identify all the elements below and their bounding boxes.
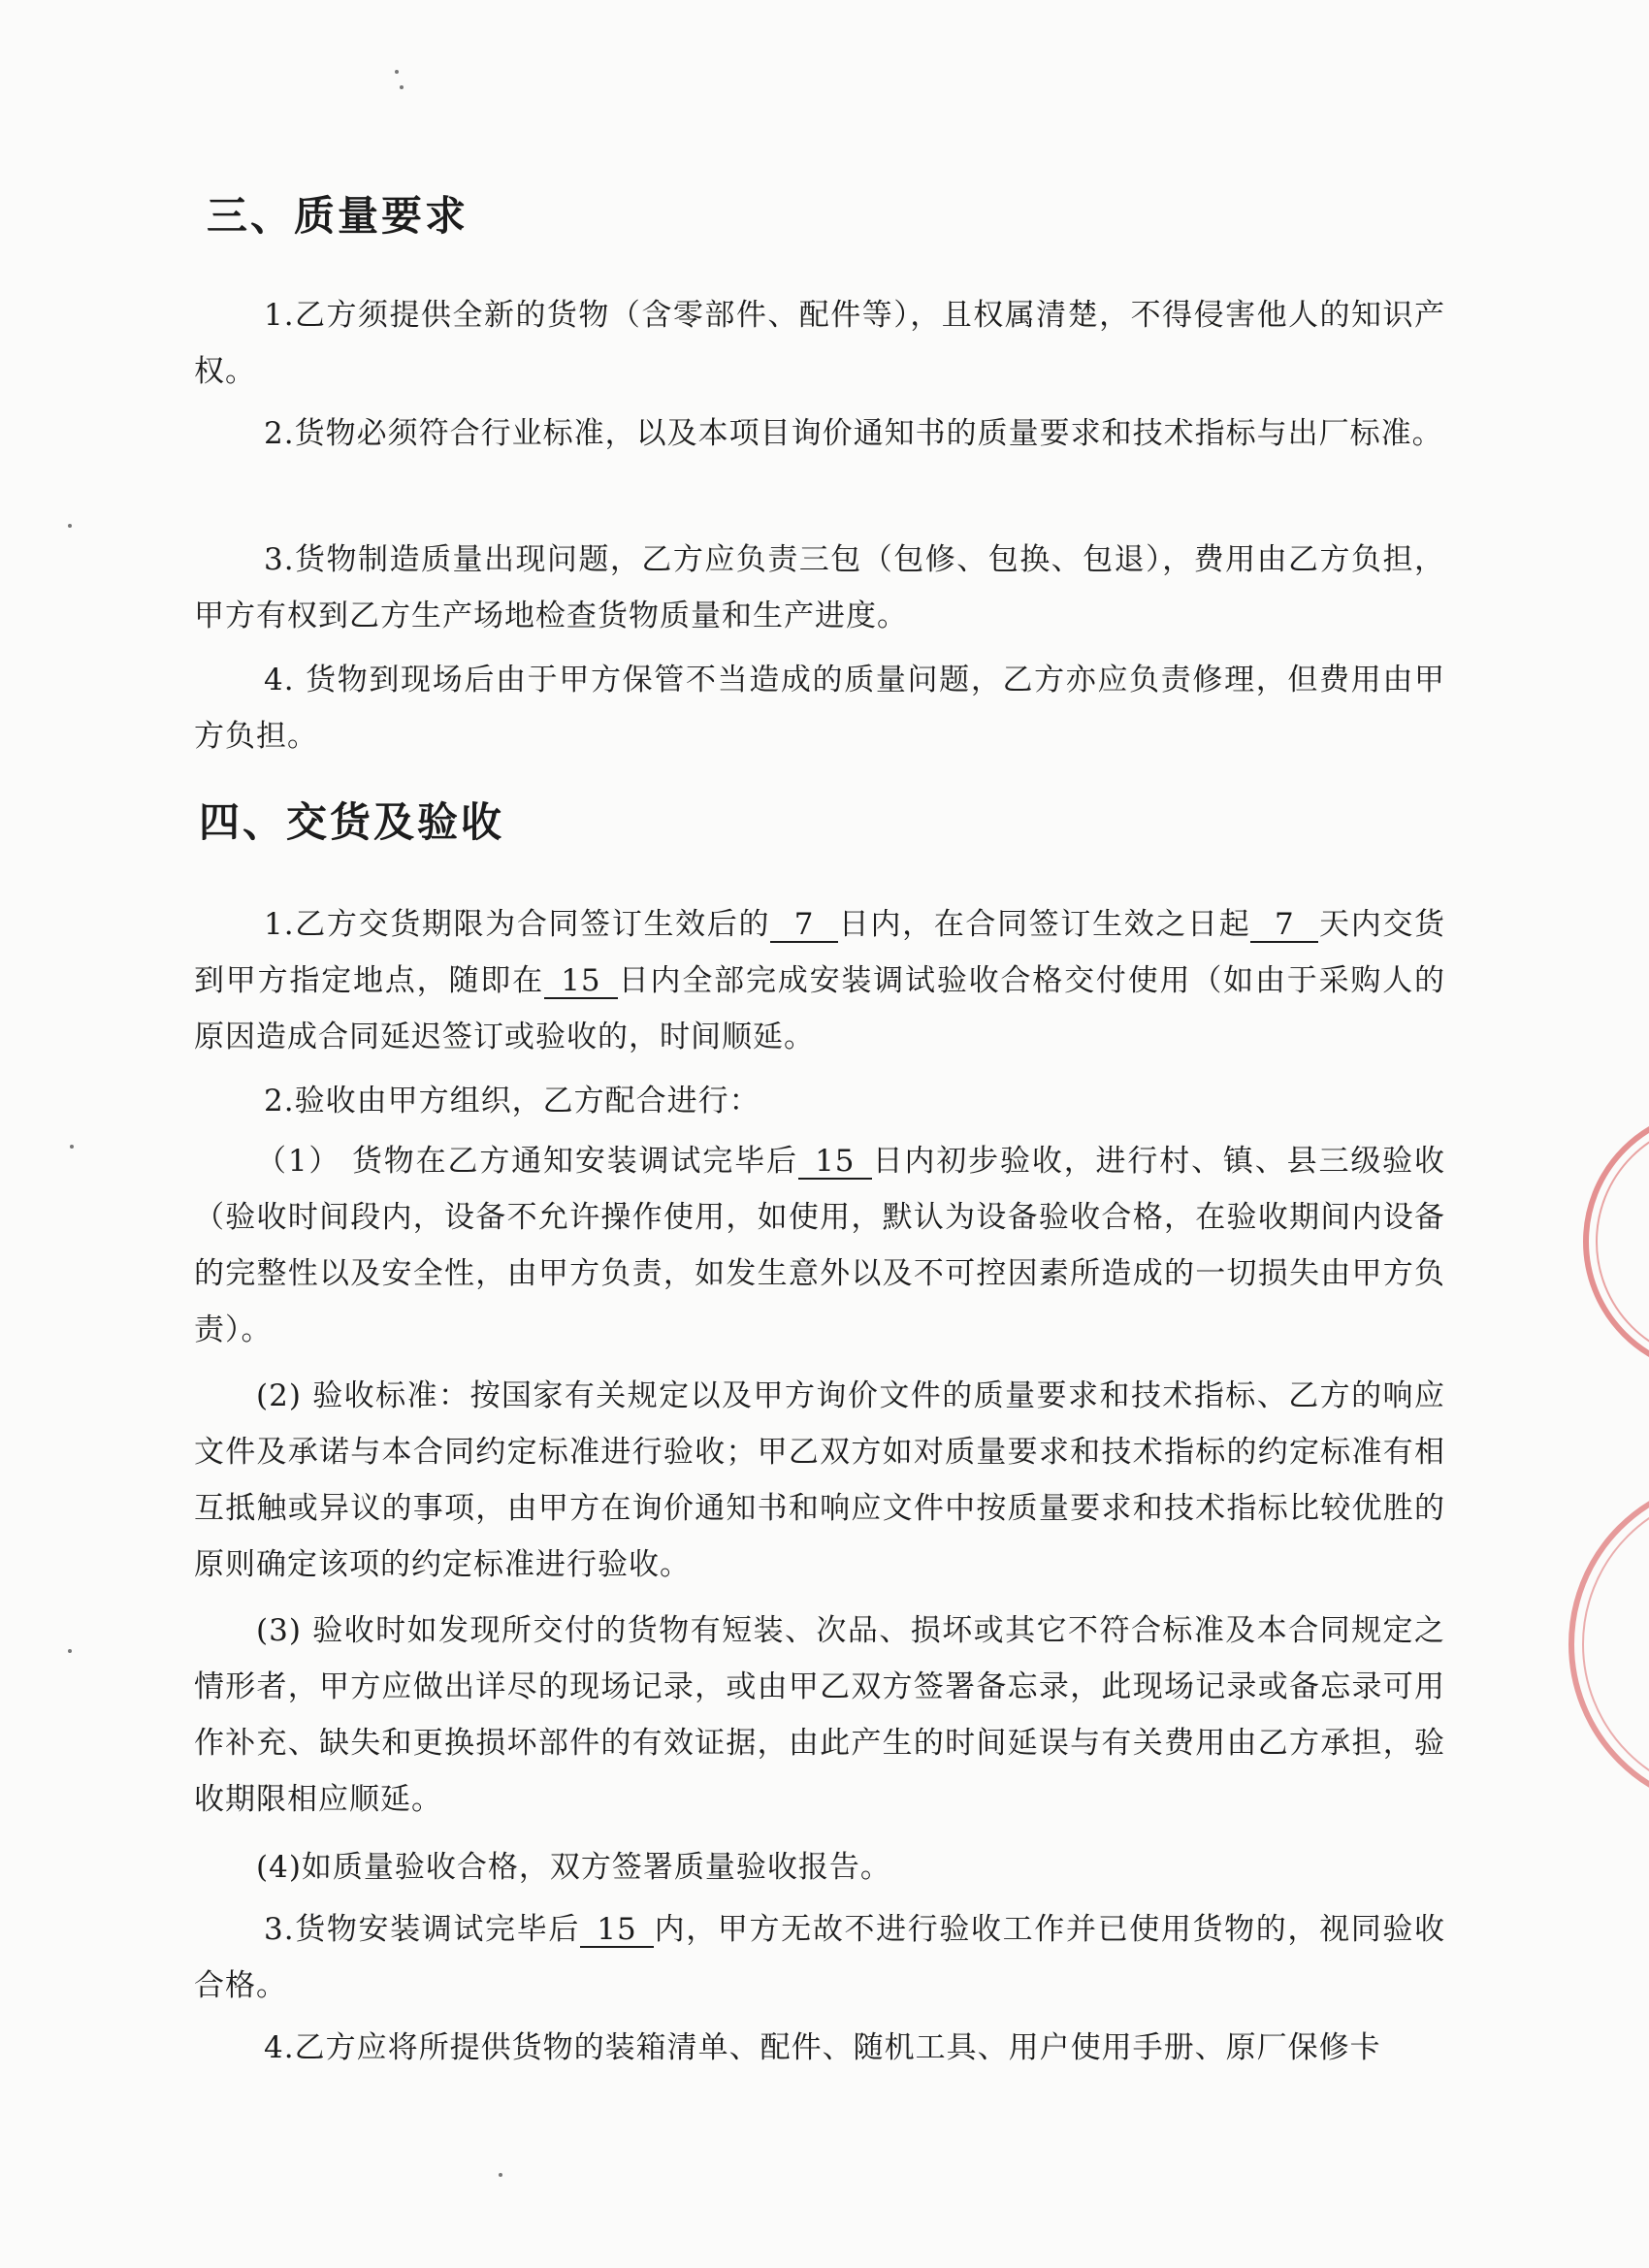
text-segment: 日内全部完成安装调试验收合格交付使用（如由于采购人的原因造成合同延迟签订或验收的，时间顺延。: [194, 963, 1446, 1054]
section-3-item-2: 2.货物必须符合行业标准，以及本项目询价通知书的质量要求和技术指标与出厂标准。: [264, 416, 1443, 451]
delivery-days-blank: 7: [770, 908, 838, 943]
text-segment: （1） 货物在乙方通知安装调试完毕后: [256, 1144, 798, 1179]
scan-speck: [400, 85, 404, 89]
text-segment: 日内，在合同签订生效之日起: [838, 907, 1251, 942]
section-3-item-4: 4. 货物到现场后由于甲方保管不当造成的质量问题，乙方亦应负责修理，但费用由甲方负担。: [194, 663, 1445, 754]
arrival-days-blank: 7: [1250, 908, 1318, 943]
section-4-heading: 四、交货及验收: [199, 798, 505, 846]
text-segment: 天内交货到甲方指定地点，随即在: [194, 907, 1446, 998]
section-4-item-2-2: (2) 验收标准：按国家有关规定以及甲方询价文件的质量要求和技术指标、乙方的响应文件及承诺与本合同约定标准进行验收；甲乙双方如对质量要求和技术指标的约定标准有相互抵触或异议的事项，由甲方在询价通知书和响应文件中按质量要求和技术指标比较优胜的原则确定该项的约定标准进行验收。: [194, 1378, 1445, 1582]
section-4-item-3: [194, 1901, 1445, 2014]
seal-stamp-upper: [1571, 1116, 1649, 1368]
section-4-item-2-1: [194, 1133, 1445, 1358]
seal-stamp-lower: [1542, 1484, 1649, 1804]
section-3-heading: 三、质量要求: [207, 192, 469, 240]
section-4-item-2-3: (3) 验收时如发现所交付的货物有短装、次品、损坏或其它不符合标准及本合同规定之情形者，甲方应做出详尽的现场记录，或由甲乙双方签署备忘录，此现场记录或备忘录可用作补充、缺失和更换损坏部件的有效证据，由此产生的时间延误与有关费用由乙方承担，验收期限相应顺延。: [194, 1613, 1445, 1817]
section-4-item-4: 4.乙方应将所提供货物的装箱清单、配件、随机工具、用户使用手册、原厂保修卡: [264, 2030, 1381, 2065]
acceptance-deadline-blank: 15: [580, 1913, 654, 1948]
text-segment: 日内初步验收，进行村、镇、县三级验收（验收时间段内，设备不允许操作使用，如使用，默认为设备验收合格，在验收期间内设备的完整性以及安全性，由甲方负责，如发生意外以及不可控因素所造成的一切损失由甲方负责）。: [194, 1144, 1446, 1347]
text-segment: 3.货物安装调试完毕后: [264, 1912, 580, 1947]
install-days-blank: 15: [544, 964, 618, 999]
section-4-item-1: [194, 896, 1445, 1065]
text-segment: 1.乙方交货期限为合同签订生效后的: [264, 907, 771, 942]
scan-speck: [395, 70, 399, 74]
initial-acceptance-days-blank: 15: [798, 1145, 872, 1180]
scan-speck: [499, 2173, 502, 2177]
scan-speck: [68, 524, 72, 528]
scan-speck: [70, 1145, 74, 1149]
section-4-item-2-4: (4)如质量验收合格，双方签署质量验收报告。: [256, 1850, 891, 1885]
scan-speck: [68, 1649, 72, 1653]
section-3-item-1: 1.乙方须提供全新的货物（含零部件、配件等），且权属清楚，不得侵害他人的知识产权。: [194, 298, 1445, 389]
text-segment: 内，甲方无故不进行验收工作并已使用货物的，视同验收合格。: [194, 1912, 1445, 2003]
section-3-item-3: 3.货物制造质量出现问题，乙方应负责三包（包修、包换、包退），费用由乙方负担，甲方有权到乙方生产场地检查货物质量和生产进度。: [194, 542, 1445, 633]
section-4-item-2: 2.验收由甲方组织，乙方配合进行：: [264, 1084, 760, 1118]
